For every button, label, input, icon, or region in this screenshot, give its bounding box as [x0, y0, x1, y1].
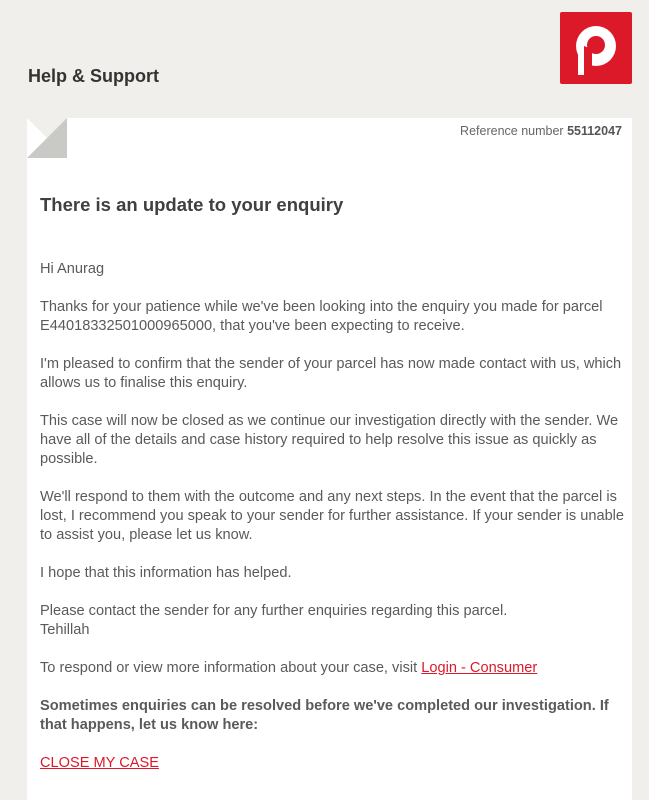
paragraph-respond [40, 659, 625, 678]
reference-number [460, 124, 622, 138]
enquiry-card [27, 118, 632, 800]
reference-label: Reference number [460, 124, 564, 138]
resolve-note: Sometimes enquiries can be resolved before we've completed our investigation. If that happens, let us know here: [40, 698, 609, 733]
paragraph-hope: I hope that this information has helped. [40, 565, 292, 581]
paragraph-patience: Thanks for your patience while we've been looking into the enquiry you made for parcel E44018332501000965000, that you've been expecting to receive. [40, 299, 603, 334]
login-consumer-link[interactable]: Login - Consumer [421, 660, 538, 676]
page-corner-fold [27, 118, 67, 158]
paragraph-contact-sender: Please contact the sender for any further enquiries regarding this parcel. [40, 603, 508, 619]
paragraph-sender-contact: I'm pleased to confirm that the sender of your parcel has now made contact with us, which allows us to finalise this enquiry. [40, 356, 622, 391]
greeting: Hi Anurag [40, 261, 105, 277]
reference-value: 55112047 [567, 124, 622, 138]
close-my-case-link[interactable]: CLOSE MY CASE [40, 755, 159, 771]
page-header [0, 0, 649, 118]
message-body [40, 260, 625, 792]
page-title: Help & Support [28, 66, 159, 86]
paragraph-next-steps: We'll respond to them with the outcome and any next steps. In the event that the parcel is lost, I recommend you speak to your sender for further assistance. If your sender is unable to assist you, please let us know. [40, 489, 625, 543]
paragraph-case-closed: This case will now be closed as we continue our investigation directly with the sender. We have all of the details and case history required to help resolve this issue as quickly as possible. [40, 413, 619, 467]
enquiry-title: There is an update to your enquiry [40, 194, 344, 215]
post-logo-icon [570, 21, 622, 75]
respond-text: To respond or view more information about your case, visit [40, 660, 422, 676]
brand-logo [560, 12, 632, 84]
signature: Tehillah [40, 622, 90, 638]
